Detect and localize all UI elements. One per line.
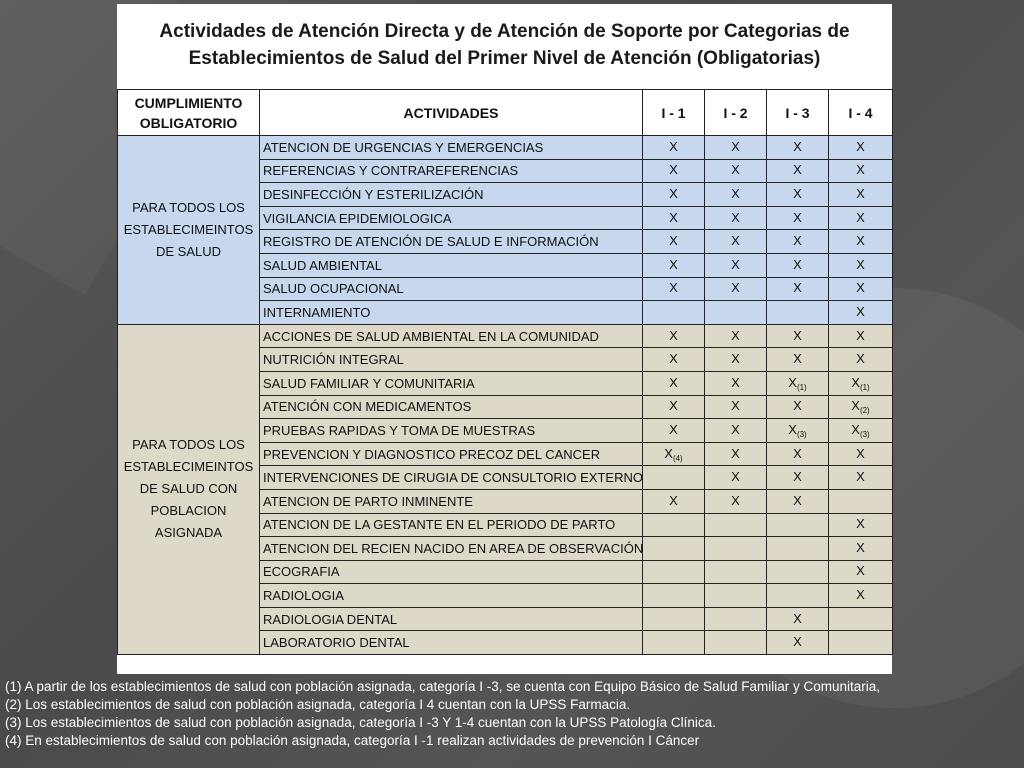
category-mark-i1 [643, 489, 705, 513]
mark-x: X [793, 256, 802, 272]
category-mark-i2 [705, 371, 767, 395]
header-actividades: ACTIVIDADES [260, 90, 643, 136]
activity-cell: PREVENCION Y DIAGNOSTICO PRECOZ DEL CANCER [260, 442, 643, 466]
mark-x: X [731, 445, 740, 461]
mark-x: X [793, 280, 802, 296]
category-mark-i2 [705, 513, 767, 537]
mark-x: X [856, 209, 865, 225]
mark-x: X [856, 469, 865, 485]
category-mark-i2 [705, 253, 767, 277]
category-mark-i2 [705, 631, 767, 655]
mark-footnote-ref: (1) [796, 382, 807, 392]
mark-x: X [856, 138, 865, 154]
category-mark-i4 [829, 230, 893, 254]
category-mark-i3 [767, 584, 829, 608]
mark-x: X [731, 492, 740, 508]
category-mark-i1 [643, 466, 705, 490]
table-row [118, 324, 893, 348]
activity-cell: ATENCIÓN CON MEDICAMENTOS [260, 395, 643, 419]
footnote-1: (1) A partir de los establecimientos de salud con población asignada, categoría I -3, se cuenta con Equipo Básico de Salud Familiar y Comunitaria, [5, 679, 880, 694]
category-mark-i3 [767, 607, 829, 631]
category-mark-i3 [767, 159, 829, 183]
category-mark-i2 [705, 537, 767, 561]
mark-x: X [669, 421, 678, 437]
mark-x: X [669, 233, 678, 249]
mark-x: X [793, 610, 802, 626]
category-mark-i1 [643, 513, 705, 537]
mark-x: X [669, 256, 678, 272]
category-mark-i4 [829, 136, 893, 160]
activity-cell: PRUEBAS RAPIDAS Y TOMA DE MUESTRAS [260, 419, 643, 443]
category-mark-i2 [705, 183, 767, 207]
mark-x: X [731, 138, 740, 154]
mark-x: X [731, 398, 740, 414]
category-mark-i3 [767, 513, 829, 537]
mark-x: X [731, 280, 740, 296]
mark-x: X [793, 634, 802, 650]
category-mark-i1 [643, 537, 705, 561]
mark-x: X [731, 162, 740, 178]
category-mark-i2 [705, 607, 767, 631]
category-mark-i1 [643, 560, 705, 584]
mark-footnote-ref: (4) [672, 453, 683, 463]
header-cumplimiento: CUMPLIMIENTO OBLIGATORIO [118, 90, 260, 136]
mark-x: X [669, 351, 678, 367]
category-mark-i4 [829, 489, 893, 513]
category-mark-i4 [829, 159, 893, 183]
mark-x: X [856, 303, 865, 319]
header-i2: I - 2 [705, 90, 767, 136]
mark-x: X [856, 563, 865, 579]
category-mark-i1 [643, 136, 705, 160]
activity-cell: ATENCION DE PARTO INMINENTE [260, 489, 643, 513]
mark-x: X [793, 492, 802, 508]
category-mark-i1 [643, 631, 705, 655]
category-mark-i4 [829, 560, 893, 584]
title-line-1: Actividades de Atención Directa y de Atención de Soporte por Categorias de [159, 21, 850, 42]
category-mark-i1 [643, 395, 705, 419]
category-mark-i4 [829, 584, 893, 608]
category-mark-i3 [767, 466, 829, 490]
activity-cell: VIGILANCIA EPIDEMIOLOGICA [260, 206, 643, 230]
mark-x: X [669, 185, 678, 201]
category-mark-i2 [705, 324, 767, 348]
category-mark-i3 [767, 183, 829, 207]
mark-footnote-ref: (2) [859, 406, 870, 416]
category-mark-i4 [829, 348, 893, 372]
mark-x: X [669, 398, 678, 414]
mark-x: X [669, 138, 678, 154]
category-mark-i4 [829, 253, 893, 277]
activity-cell: SALUD OCUPACIONAL [260, 277, 643, 301]
category-mark-i2 [705, 442, 767, 466]
category-mark-i1 [643, 159, 705, 183]
category-mark-i3 [767, 395, 829, 419]
slide-title [117, 4, 892, 89]
category-mark-i3 [767, 537, 829, 561]
mark-x: X [664, 445, 673, 461]
category-mark-i3 [767, 230, 829, 254]
mark-x: X [793, 327, 802, 343]
mark-x: X [856, 327, 865, 343]
category-mark-i3 [767, 489, 829, 513]
mark-x: X [669, 280, 678, 296]
mark-x: X [856, 256, 865, 272]
mark-x: X [851, 421, 860, 437]
mark-x: X [793, 162, 802, 178]
category-mark-i1 [643, 324, 705, 348]
mark-x: X [851, 374, 860, 390]
category-mark-i3 [767, 371, 829, 395]
category-mark-i1 [643, 607, 705, 631]
mark-x: X [731, 256, 740, 272]
mark-x: X [731, 209, 740, 225]
activity-cell: INTERNAMIENTO [260, 301, 643, 325]
mark-x: X [793, 398, 802, 414]
group-label: PARA TODOS LOS ESTABLECIMEINTOS DE SALUD CON POBLACION ASIGNADA [118, 324, 260, 654]
category-mark-i4 [829, 419, 893, 443]
category-mark-i3 [767, 136, 829, 160]
category-mark-i3 [767, 631, 829, 655]
mark-x: X [669, 327, 678, 343]
category-mark-i3 [767, 419, 829, 443]
category-mark-i1 [643, 183, 705, 207]
mark-x: X [856, 351, 865, 367]
category-mark-i2 [705, 136, 767, 160]
mark-x: X [856, 516, 865, 532]
activity-cell: SALUD FAMILIAR Y COMUNITARIA [260, 371, 643, 395]
category-mark-i3 [767, 253, 829, 277]
activity-cell: ECOGRAFIA [260, 560, 643, 584]
mark-x: X [669, 492, 678, 508]
category-mark-i2 [705, 301, 767, 325]
mark-footnote-ref: (3) [796, 429, 807, 439]
mark-x: X [793, 209, 802, 225]
category-mark-i4 [829, 442, 893, 466]
category-mark-i3 [767, 324, 829, 348]
category-mark-i2 [705, 230, 767, 254]
activity-cell: RADIOLOGIA [260, 584, 643, 608]
slide-sheet [117, 4, 892, 674]
mark-x: X [851, 398, 860, 414]
category-mark-i3 [767, 442, 829, 466]
category-mark-i1 [643, 277, 705, 301]
activity-cell: INTERVENCIONES DE CIRUGIA DE CONSULTORIO EXTERNO [260, 466, 643, 490]
activities-table [117, 89, 893, 655]
mark-x: X [731, 421, 740, 437]
category-mark-i2 [705, 466, 767, 490]
activity-cell: RADIOLOGIA DENTAL [260, 607, 643, 631]
table-body [118, 136, 893, 655]
mark-x: X [793, 233, 802, 249]
header-i4: I - 4 [829, 90, 893, 136]
activity-cell: ATENCION DE URGENCIAS Y EMERGENCIAS [260, 136, 643, 160]
category-mark-i3 [767, 348, 829, 372]
mark-x: X [856, 233, 865, 249]
category-mark-i4 [829, 371, 893, 395]
category-mark-i2 [705, 560, 767, 584]
category-mark-i4 [829, 183, 893, 207]
mark-x: X [731, 233, 740, 249]
mark-footnote-ref: (1) [859, 382, 870, 392]
activity-cell: REFERENCIAS Y CONTRAREFERENCIAS [260, 159, 643, 183]
activity-cell: SALUD AMBIENTAL [260, 253, 643, 277]
category-mark-i2 [705, 348, 767, 372]
table-row [118, 136, 893, 160]
category-mark-i4 [829, 513, 893, 537]
mark-x: X [731, 185, 740, 201]
footnote-4: (4) En establecimientos de salud con población asignada, categoría I -1 realizan actividades de prevención I Cáncer [5, 733, 700, 748]
group-label: PARA TODOS LOS ESTABLECIMEINTOS DE SALUD [118, 136, 260, 325]
category-mark-i4 [829, 395, 893, 419]
category-mark-i2 [705, 277, 767, 301]
activity-cell: ATENCION DEL RECIEN NACIDO EN AREA DE OBSERVACIÓN [260, 537, 643, 561]
category-mark-i4 [829, 324, 893, 348]
mark-x: X [856, 185, 865, 201]
category-mark-i1 [643, 348, 705, 372]
category-mark-i4 [829, 631, 893, 655]
category-mark-i1 [643, 230, 705, 254]
category-mark-i1 [643, 371, 705, 395]
category-mark-i4 [829, 537, 893, 561]
category-mark-i3 [767, 277, 829, 301]
category-mark-i4 [829, 466, 893, 490]
mark-x: X [731, 469, 740, 485]
category-mark-i2 [705, 159, 767, 183]
mark-x: X [793, 445, 802, 461]
category-mark-i4 [829, 206, 893, 230]
mark-x: X [669, 162, 678, 178]
footnotes [5, 678, 1015, 750]
category-mark-i2 [705, 206, 767, 230]
title-line-2: Establecimientos de Salud del Primer Nivel de Atención (Obligatorias) [188, 48, 821, 69]
category-mark-i1 [643, 206, 705, 230]
mark-x: X [793, 185, 802, 201]
activity-cell: ACCIONES DE SALUD AMBIENTAL EN LA COMUNIDAD [260, 324, 643, 348]
mark-x: X [731, 374, 740, 390]
mark-x: X [793, 138, 802, 154]
category-mark-i2 [705, 395, 767, 419]
category-mark-i3 [767, 301, 829, 325]
footnote-2: (2) Los establecimientos de salud con población asignada, categoría I 4 cuentan con la UPSS Farmacia. [5, 697, 631, 712]
activity-cell: ATENCION DE LA GESTANTE EN EL PERIODO DE PARTO [260, 513, 643, 537]
category-mark-i4 [829, 301, 893, 325]
mark-x: X [856, 587, 865, 603]
mark-x: X [788, 421, 797, 437]
header-i1: I - 1 [643, 90, 705, 136]
mark-x: X [788, 374, 797, 390]
mark-x: X [856, 280, 865, 296]
footnote-3: (3) Los establecimientos de salud con población asignada, categoría I -3 Y 1-4 cuentan con la UPSS Patología Clínica. [5, 715, 716, 730]
header-i3: I - 3 [767, 90, 829, 136]
category-mark-i1 [643, 301, 705, 325]
activity-cell: REGISTRO DE ATENCIÓN DE SALUD E INFORMACIÓN [260, 230, 643, 254]
mark-x: X [856, 539, 865, 555]
mark-x: X [856, 445, 865, 461]
mark-x: X [856, 162, 865, 178]
category-mark-i1 [643, 584, 705, 608]
mark-x: X [669, 209, 678, 225]
mark-x: X [669, 374, 678, 390]
activity-cell: LABORATORIO DENTAL [260, 631, 643, 655]
category-mark-i3 [767, 560, 829, 584]
table-header-row [118, 90, 893, 136]
category-mark-i2 [705, 584, 767, 608]
activity-cell: NUTRICIÓN INTEGRAL [260, 348, 643, 372]
category-mark-i2 [705, 489, 767, 513]
mark-x: X [731, 351, 740, 367]
category-mark-i4 [829, 607, 893, 631]
category-mark-i2 [705, 419, 767, 443]
category-mark-i1 [643, 253, 705, 277]
category-mark-i3 [767, 206, 829, 230]
category-mark-i1 [643, 442, 705, 466]
mark-x: X [731, 327, 740, 343]
category-mark-i1 [643, 419, 705, 443]
mark-footnote-ref: (3) [859, 429, 870, 439]
mark-x: X [793, 469, 802, 485]
mark-x: X [793, 351, 802, 367]
category-mark-i4 [829, 277, 893, 301]
activity-cell: DESINFECCIÓN Y ESTERILIZACIÓN [260, 183, 643, 207]
